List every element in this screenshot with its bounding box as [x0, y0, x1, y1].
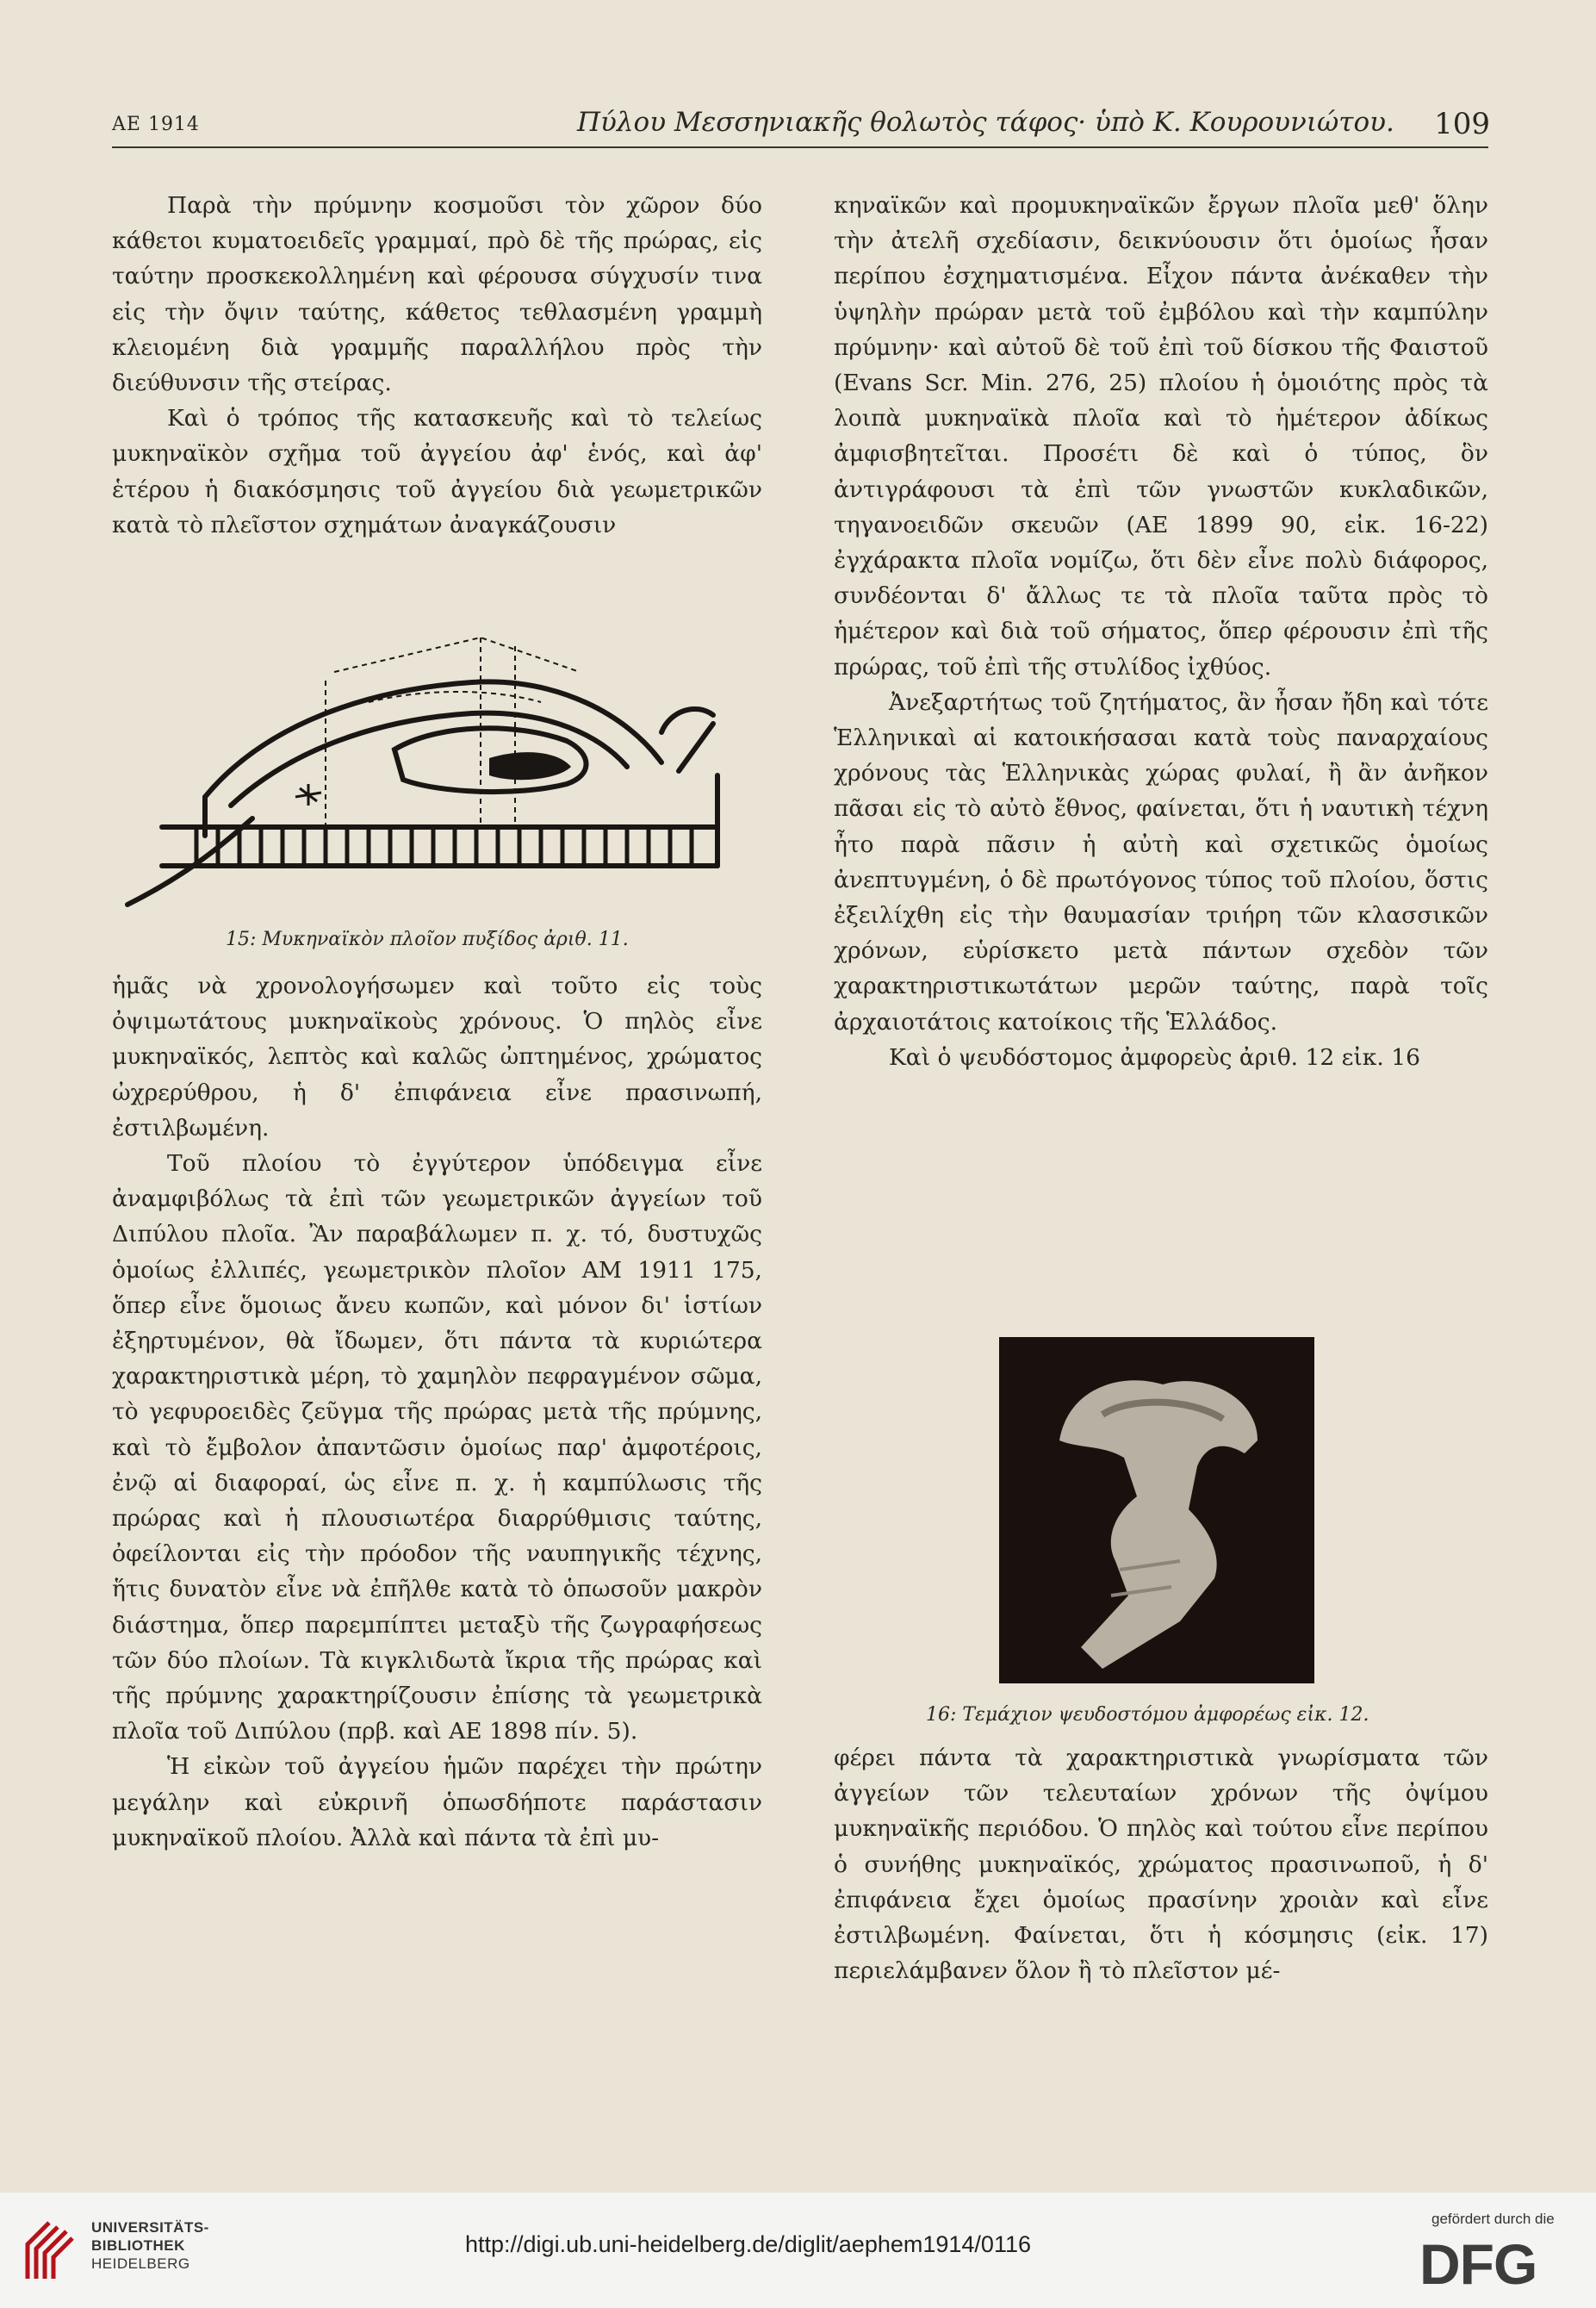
right-column-bottom: [834, 1740, 1488, 1988]
paragraph: Καὶ ὁ ψευδόστομος ἀμφορεὺς ἀριθ. 12 εἰκ. 16: [889, 1043, 1420, 1071]
paragraph: ἡμᾶς νὰ χρονολογήσωμεν καὶ τοῦτο εἰς τοὺς ὀψιμωτάτους μυκηναϊκοὺς χρόνους. Ὁ πηλὸς εἶνε μυκηναϊκός, λεπτὸς καὶ καλῶς ὠπτημένος, χρώματος ὠχρερύθρου, ἡ δ' ἐπιφάνεια εἶνε πρασινωπή, ἐστιλβωμένη.: [112, 973, 762, 1142]
paragraph: Τοῦ πλοίου τὸ ἐγγύτερον ὑπόδειγμα εἶνε ἀναμφιβόλως τὰ ἐπὶ τῶν γεωμετρικῶν ἀγγείων τοῦ Διπύλου πλοῖα. Ἂν παραβάλωμεν π. χ. τό, δυστυχῶς ὁμοίως ἐλλιπές, γεωμετρικὸν πλοῖον ΑΜ 1911 175, ὅπερ εἶνε ὅμοιως ἄνευ κωπῶν, καὶ μόνον δι' ἱστίων ἐξηρτυμένον, θὰ ἴδωμεν, ὅτι πάντα τὰ κυριώτερα χαρακτηριστικὰ μέρη, τὸ χαμηλὸν πεφραγμένον σῶμα, τὸ γεφυροειδὲς ζεῦγμα τῆς πρώρας μετὰ τῆς πρύμνης, καὶ τὸ ἔμβολον ἀπαντῶσιν ὁμοίως παρ' ἀμφοτέροις, ἐνῷ αἱ διαφοραί, ὡς εἶνε π. χ. ἡ καμπύλωσις τῆς πρώρας καὶ ἡ πλουσιωτέρα διαρρύθμισις ταύτης, ὀφείλονται εἰς τὴν πρόοδον τῆς ναυπηγικῆς τέχνης, ἥτις δυνατὸν εἶνε νὰ ἐπῆλθε κατὰ τὸ ὁπωσοῦν μακρὸν διάστημα, ὅπερ παρεμπίπτει μεταξὺ τῆς ζωγραφήσεως τῶν δύο πλοίων. Τὰ κιγκλιδωτὰ ἴκρια τῆς πρώρας καὶ τῆς πρύμνης χαρακτηρίζουσιν ἐπίσης τὰ γεωμετρικὰ πλοῖα τοῦ Διπύλου (πρβ. καὶ ΑΕ 1898 πίν. 5).: [112, 1150, 762, 1745]
paragraph: Ἡ εἰκὼν τοῦ ἀγγείου ἡμῶν παρέχει τὴν πρώτην μεγάλην καὶ εὐκρινῆ ὁπωσδήποτε παράστασιν μυκηναϊκοῦ πλοίου. Ἀλλὰ καὶ πάντα τὰ ἐπὶ μυ-: [112, 1753, 762, 1851]
paragraph: Παρὰ τὴν πρύμνην κοσμοῦσι τὸν χῶρον δύο κάθετοι κυματοειδεῖς γραμμαί, πρὸ δὲ τῆς πρώρας, εἰς ταύτην προσκεκολλημένη καὶ φέρουσα σύγχυσίν τινα εἰς τὴν ὄψιν ταύτης, κάθετος τεθλασμένη γραμμὴ κλειομένη διὰ γραμμῆς παραλλήλου πρὸς τὴν διεύθυνσιν τῆς στείρας.: [112, 192, 762, 397]
funding-label: gefördert durch die: [1431, 2211, 1555, 2227]
left-column-bottom: [112, 968, 762, 1856]
university-library-logo-icon: [19, 2210, 79, 2287]
journal-label: ΑΕ 1914: [112, 114, 200, 135]
paragraph: Ἀνεξαρτήτως τοῦ ζητήματος, ἂν ἦσαν ἤδη καὶ τότε Ἑλληνικαὶ αἱ κατοικήσασαι κατὰ τοὺς παναρχαίους χρόνους τὰς Ἑλληνικὰς χώρας φυλαί, ἢ ἂν ἀνῆκον πᾶσαι εἰς τὸ αὐτὸ ἔθνος, φαίνεται, ὅτι ἡ ναυτικὴ τέχνη ἦτο παρὰ πᾶσιν ἡ αὐτὴ καὶ σχετικῶς ὁμοίως ἀνεπτυγμένη, ὁ δὲ πρωτόγονος τύπος τοῦ πλοίου, ὅστις ἐξειλίχθη εἰς τὴν θαυμασίαν τριήρη τῶν κλασσικῶν χρόνων, εὑρίσκετο μετὰ πάντων σχεδὸν τῶν χαρακτηριστικωτάτων μερῶν ταύτης, παρὰ τοῖς ἀρχαιοτάτοις κατοίκοις τῆς Ἑλλάδος.: [834, 688, 1488, 1036]
figure-15-caption: 15: Μυκηναϊκὸν πλοῖον πυξίδος ἀριθ. 11.: [226, 929, 629, 950]
header-rule: [112, 146, 1488, 148]
running-title: Πύλου Μεσσηνιακῆς θολωτὸς τάφος· ὑπὸ Κ. Κουρουνιώτου.: [577, 107, 1394, 138]
running-header: [112, 107, 1490, 141]
paragraph: φέρει πάντα τὰ χαρακτηριστικὰ γνωρίσματα τῶν ἀγγείων τῶν τελευταίων χρόνων τῆς ὀψίμου μυκηναϊκῆς περιόδου. Ὁ πηλὸς καὶ τούτου εἶνε περίπου ὁ συνήθης μυκηναϊκός, χρώματος πρασινωποῦ, ἡ δ' ἐπιφάνεια ἔχει ὁμοίως πρασίνην χροιὰν καὶ εἶνε ἐστιλβωμένη. Φαίνεται, ὅτι ἡ κόσμησις (εἰκ. 17) περιελάμβανεν ὅλον ἢ τὸ πλεῖστον μέ-: [834, 1745, 1488, 1985]
library-name: UNIVERSITÄTS- BIBLIOTHEK HEIDELBERG: [91, 2219, 209, 2272]
amphora-fragment-image: [999, 1337, 1314, 1683]
page-number: 109: [1434, 107, 1490, 141]
left-column-top: [112, 188, 762, 543]
dfg-logo: DFG: [1419, 2232, 1537, 2296]
amphora-fragment-photo: [999, 1337, 1314, 1683]
source-url-link[interactable]: http://digi.ub.uni-heidelberg.de/diglit/aephem1914/0116: [465, 2231, 1031, 2257]
paragraph: Καὶ ὁ τρόπος τῆς κατασκευῆς καὶ τὸ τελείως μυκηναϊκὸν σχῆμα τοῦ ἀγγείου ἀφ' ἑνός, καὶ ἀφ' ἑτέρου ἡ διακόσμησις τοῦ ἀγγείου διὰ γεωμετρικῶν κατὰ τὸ πλεῖστον σχημάτων ἀναγκάζουσιν: [112, 405, 762, 538]
figure-16-caption: 16: Τεμάχιον ψευδοστόμου ἀμφορέως εἰκ. 12.: [926, 1704, 1369, 1726]
right-column-top: [834, 188, 1488, 1075]
paragraph: κηναϊκῶν καὶ προμυκηναϊκῶν ἔργων πλοῖα μεθ' ὅλην τὴν ἀτελῆ σχεδίασιν, δεικνύουσιν ὅτι ὁμοίως ἦσαν περίπου ἐσχηματισμένα. Εἶχον πάντα ἀνέκαθεν τὴν ὑψηλὴν πρώραν μετὰ τοῦ ἐμβόλου καὶ τὴν καμπύλην πρύμνην· καὶ αὐτοῦ δὲ τοῦ ἐπὶ τοῦ δίσκου τῆς Φαιστοῦ (Evans Scr. Min. 276, 25) πλοίου ἡ ὁμοιότης πρὸς τὰ λοιπὰ μυκηναϊκὰ πλοῖα καὶ τὸ ἡμέτερον ἀδίκως ἀμφισβητεῖται. Προσέτι δὲ καὶ ὁ τύπος, ὃν ἀντιγράφουσι τὰ ἐπὶ τῶν γνωστῶν κυκλαδικῶν, τηγανοειδῶν σκευῶν (ΑΕ 1899 90, εἰκ. 16-22) ἐγχάρακτα πλοῖα νομίζω, ὅτι δὲν εἶνε πολὺ διάφορος, συνδέονται δ' ἄλλως τε τὰ πλοῖα ταῦτα πρὸς τὸ ἡμέτερον καὶ διὰ τοῦ σήματος, ὅπερ φέρουσιν ἐπὶ τῆς πρώρας, τοῦ ἐπὶ τῆς στυλίδος ἰχθύος.: [834, 192, 1488, 681]
ship-drawing-figure: [110, 620, 773, 918]
